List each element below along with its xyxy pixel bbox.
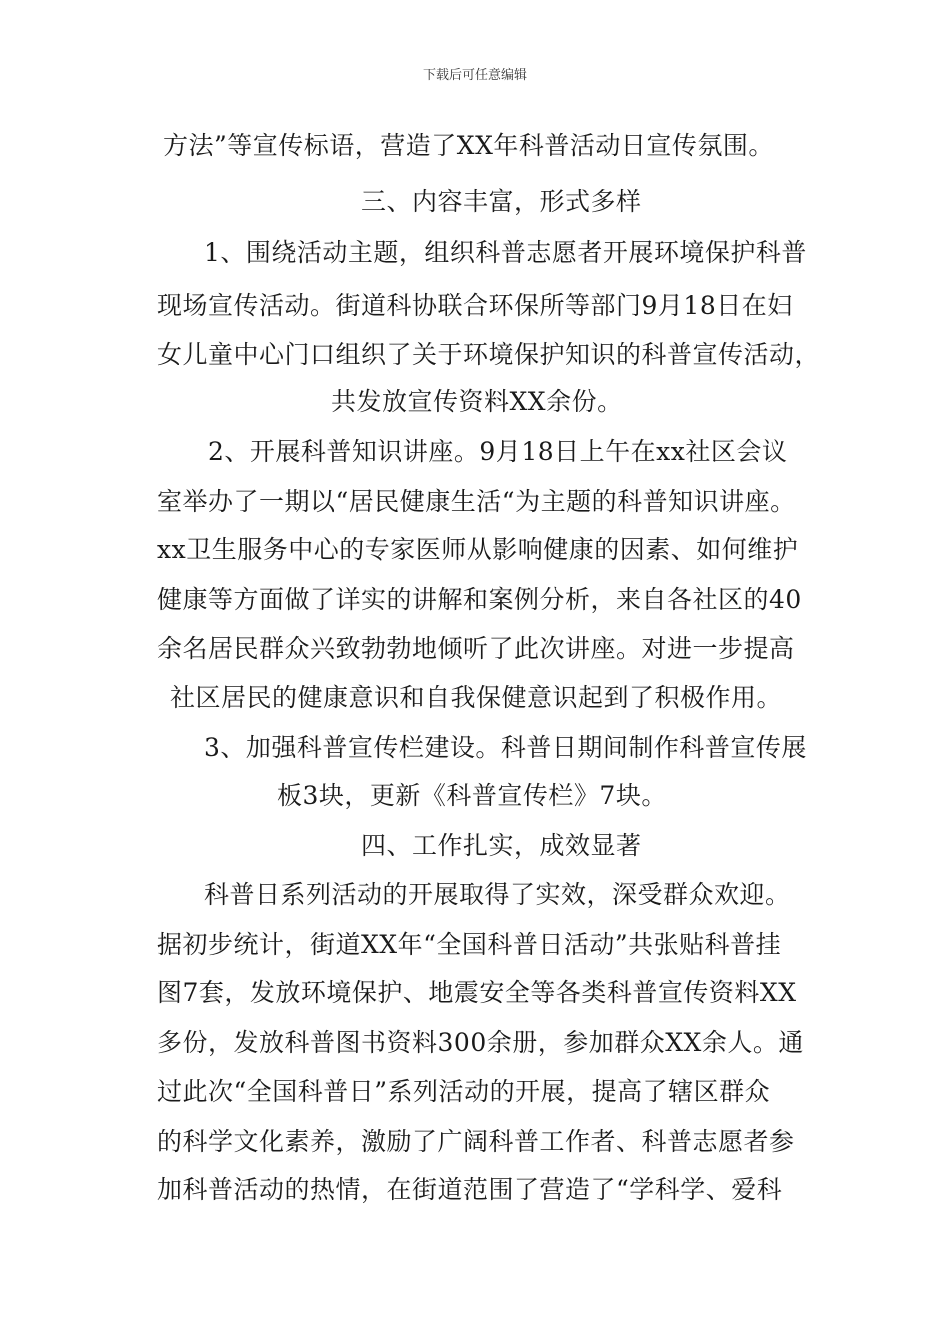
text-line: 健康等方面做了详实的讲解和案例分析，来自各社区的40 — [157, 585, 802, 614]
text-line: 的科学文化素养，激励了广阔科普工作者、科普志愿者参 — [157, 1127, 795, 1156]
text-line: 3、加强科普宣传栏建设。科普日期间制作科普宣传展 — [204, 733, 807, 762]
text-line: 多份，发放科普图书资料300余册，参加群众XX余人。通 — [157, 1028, 804, 1057]
text-line: 余名居民群众兴致勃勃地倾听了此次讲座。对进一步提高 — [157, 634, 795, 663]
text-line: 据初步统计，街道XX年“全国科普日活动”共张贴科普挂 — [157, 930, 782, 959]
text-line: 加科普活动的热情，在街道范围了营造了“学科学、爱科 — [157, 1175, 783, 1204]
text-line: 共发放宣传资料XX余份。 — [331, 387, 623, 416]
text-line: 方法”等宣传标语，营造了XX年科普活动日宣传氛围。 — [163, 131, 774, 160]
text-line: 社区居民的健康意识和自我保健意识起到了积极作用。 — [170, 683, 783, 712]
section-heading: 三、内容丰富，形式多样 — [361, 187, 642, 216]
text-line: 板3块，更新《科普宣传栏》7块。 — [277, 781, 667, 810]
text-line: 女儿童中心门口组织了关于环境保护知识的科普宣传活动， — [157, 340, 821, 369]
page-header: 下载后可任意编辑 — [422, 68, 527, 83]
text-line: 科普日系列活动的开展取得了实效，深受群众欢迎。 — [204, 880, 791, 909]
text-line: 室举办了一期以“居民健康生活“为主题的科普知识讲座。 — [157, 487, 796, 516]
text-line: 1、围绕活动主题，组织科普志愿者开展环境保护科普 — [204, 238, 807, 267]
text-line: 现场宣传活动。街道科协联合环保所等部门9月18日在妇 — [157, 291, 793, 320]
section-heading: 四、工作扎实，成效显著 — [361, 831, 642, 860]
text-line: 图7套，发放环境保护、地震安全等各类科普宣传资料XX — [157, 978, 797, 1007]
text-line: xx卫生服务中心的专家医师从影响健康的因素、如何维护 — [157, 535, 799, 564]
text-line: 2、开展科普知识讲座。9月18日上午在xx社区会议 — [208, 437, 788, 466]
text-line: 过此次“全国科普日”系列活动的开展，提高了辖区群众 — [157, 1077, 771, 1106]
